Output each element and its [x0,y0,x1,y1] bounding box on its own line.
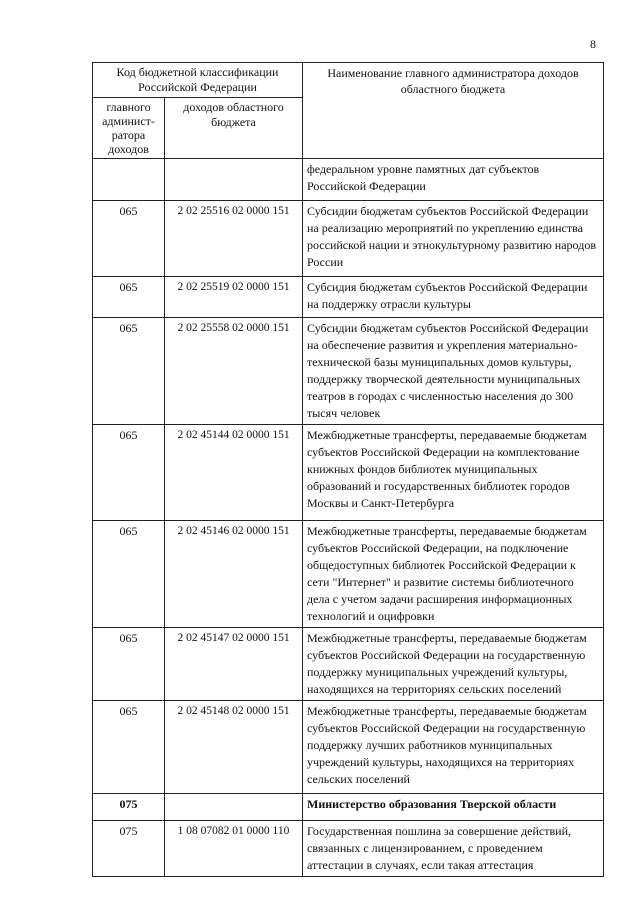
name-cell: Министерство образования Тверской области [303,794,604,821]
table-row [93,628,604,701]
header-administrator-name: Наименование главного администратора доходов областного бюджета [303,63,604,159]
name-cell: Субсидия бюджетам субъектов Российской Федерации на поддержку отрасли культуры [303,277,604,318]
name-cell: федеральном уровне памятных дат субъектов Российской Федерации [303,159,604,201]
name-cell: Субсидии бюджетам субъектов Российской Федерации на реализацию мероприятий по укреплению единства российской нации и этнокультурному развитию народов России [303,201,604,277]
income-code-cell: 2 02 45148 02 0000 151 [165,701,303,794]
page-number: 8 [590,37,596,51]
table-row [93,425,604,521]
table-row [93,159,604,201]
table-row [93,201,604,277]
income-code-cell [165,159,303,201]
name-cell: Субсидии бюджетам субъектов Российской Федерации на обеспечение развития и укрепления материально-технической базы муниципальных домов культуры, поддержку творческой деятельности муниципальных театров в городах с численностью населения до 300 тысяч человек [303,318,604,425]
income-code-cell [165,794,303,821]
budget-classification-table [92,62,604,877]
table-row [93,701,604,794]
income-code-cell: 2 02 25519 02 0000 151 [165,277,303,318]
admin-code-cell: 065 [93,318,165,425]
admin-code-cell: 065 [93,701,165,794]
name-cell: Государственная пошлина за совершение действий, связанных с лицензированием, с проведением аттестации в случаях, если такая аттестация [303,821,604,877]
income-code-cell: 2 02 45144 02 0000 151 [165,425,303,521]
header-regional-income: доходов областного бюджета [165,98,303,159]
admin-code-cell: 065 [93,425,165,521]
name-cell: Межбюджетные трансферты, передаваемые бюджетам субъектов Российской Федерации на комплектование книжных фондов библиотек муниципальных образований и государственных библиотек городов Москвы и Санкт-Петербурга [303,425,604,521]
income-code-cell: 2 02 25558 02 0000 151 [165,318,303,425]
admin-code-cell [93,159,165,201]
admin-code-cell: 075 [93,794,165,821]
income-code-cell: 1 08 07082 01 0000 110 [165,821,303,877]
table-row [93,277,604,318]
income-code-cell: 2 02 45147 02 0000 151 [165,628,303,701]
admin-code-cell: 065 [93,628,165,701]
header-budget-code-group: Код бюджетной классификации Российской Федерации [93,63,303,98]
admin-code-cell: 065 [93,521,165,628]
name-cell: Межбюджетные трансферты, передаваемые бюджетам субъектов Российской Федерации на государственную поддержку муниципальных учреждений культуры, находящихся на территориях сельских поселений [303,628,604,701]
table-row [93,318,604,425]
header-chief-administrator: главного админист-ратора доходов [93,98,165,159]
admin-code-cell: 065 [93,277,165,318]
table-row [93,521,604,628]
income-code-cell: 2 02 45146 02 0000 151 [165,521,303,628]
name-cell: Межбюджетные трансферты, передаваемые бюджетам субъектов Российской Федерации, на подключение общедоступных библиотек Российской Федерации к сети "Интернет" и развитие системы библиотечного дела с учетом задачи расширения информационных технологий и оцифровки [303,521,604,628]
admin-code-cell: 065 [93,201,165,277]
income-code-cell: 2 02 25516 02 0000 151 [165,201,303,277]
table-row-ministry [93,794,604,821]
admin-code-cell: 075 [93,821,165,877]
name-cell: Межбюджетные трансферты, передаваемые бюджетам субъектов Российской Федерации на государственную поддержку лучших работников муниципальных учреждений культуры, находящихся на территориях сельских поселений [303,701,604,794]
table-row [93,821,604,877]
